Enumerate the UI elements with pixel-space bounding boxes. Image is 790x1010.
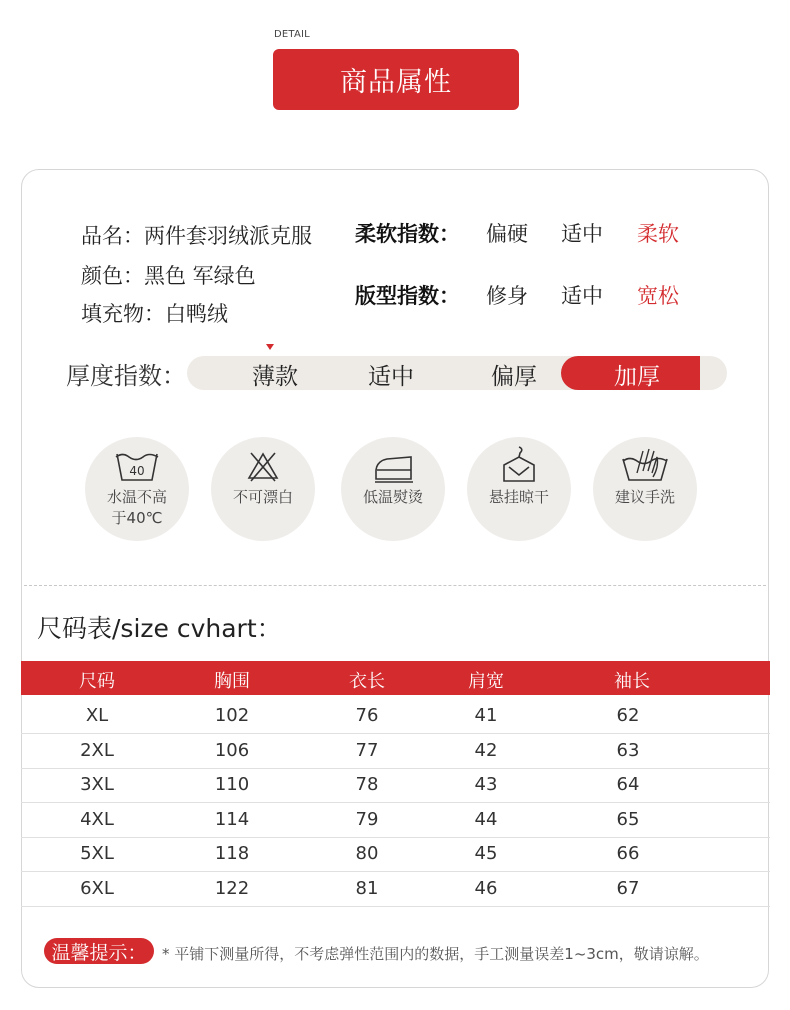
cell-length: 79: [355, 809, 379, 830]
fit-option-loose: 宽松: [637, 284, 679, 308]
product-color: 颜色：黑色 军绿色: [81, 264, 256, 288]
thickness-option-thin: 薄款: [252, 364, 298, 390]
care-label-hang: 悬挂晾干: [488, 488, 549, 506]
cell-sleeve: 64: [616, 774, 640, 795]
table-row: [21, 873, 770, 907]
care-label-handwash: 建议手洗: [614, 488, 675, 506]
cell-chest: 114: [214, 809, 250, 830]
page-title: 商品属性: [273, 49, 519, 110]
cell-shoulder: 43: [474, 774, 498, 795]
product-filling: 填充物：白鸭绒: [81, 302, 228, 326]
cell-chest: 118: [214, 843, 250, 864]
header-sleeve: 袖长: [614, 671, 650, 692]
table-row: [21, 804, 770, 838]
header-size: 尺码: [79, 671, 115, 692]
size-table-header: [21, 661, 770, 695]
cell-size: 6XL: [80, 878, 114, 899]
product-name: 品名：两件套羽绒派克服: [81, 224, 312, 248]
cell-length: 76: [355, 705, 379, 726]
cell-shoulder: 46: [474, 878, 498, 899]
table-row: [21, 769, 770, 803]
care-label-wash: 水温不高 于40℃: [106, 488, 167, 527]
cell-chest: 110: [214, 774, 250, 795]
cell-length: 80: [355, 843, 379, 864]
header-shoulder: 肩宽: [468, 671, 504, 692]
thickness-option-medium: 适中: [368, 364, 414, 390]
cell-sleeve: 67: [616, 878, 640, 899]
table-row: [21, 700, 770, 734]
softness-option-hard: 偏硬: [486, 222, 528, 246]
softness-option-soft: 柔软: [637, 222, 679, 246]
cell-sleeve: 63: [616, 740, 640, 761]
cell-size: 4XL: [80, 809, 114, 830]
fit-title: 版型指数：: [355, 284, 460, 308]
header-chest: 胸围: [214, 671, 250, 692]
cell-size: 3XL: [80, 774, 114, 795]
section-divider: [24, 585, 766, 586]
care-item-iron: [341, 437, 445, 541]
cell-size: XL: [85, 705, 109, 726]
cell-sleeve: 65: [616, 809, 640, 830]
fit-option-medium: 适中: [561, 284, 603, 308]
fit-option-slim: 修身: [486, 284, 528, 308]
cell-length: 77: [355, 740, 379, 761]
care-item-hang: [467, 437, 571, 541]
care-item-handwash: [593, 437, 697, 541]
size-table-title: 尺码表/size cvhart：: [37, 614, 282, 643]
cell-shoulder: 44: [474, 809, 498, 830]
cell-length: 78: [355, 774, 379, 795]
cell-chest: 102: [214, 705, 250, 726]
cell-shoulder: 45: [474, 843, 498, 864]
care-item-bleach: [211, 437, 315, 541]
pointer-icon: [266, 344, 274, 350]
tip-badge: 温馨提示：: [44, 938, 154, 964]
svg-text:40: 40: [129, 464, 145, 478]
cell-sleeve: 66: [616, 843, 640, 864]
care-item-wash: [85, 437, 189, 541]
cell-chest: 122: [214, 878, 250, 899]
tip-text: * 平铺下测量所得，不考虑弹性范围内的数据，手工测量误差1~3cm，敬请谅解。: [162, 945, 709, 963]
care-label-bleach: 不可漂白: [232, 488, 293, 506]
cell-size: 2XL: [80, 740, 114, 761]
cell-shoulder: 42: [474, 740, 498, 761]
thickness-option-thick: 偏厚: [491, 364, 537, 390]
cell-size: 5XL: [80, 843, 114, 864]
thickness-option-extra-thick: 加厚: [614, 364, 660, 390]
softness-title: 柔软指数：: [355, 222, 460, 246]
cell-chest: 106: [214, 740, 250, 761]
care-label-iron: 低温熨烫: [362, 488, 423, 506]
cell-length: 81: [355, 878, 379, 899]
table-row: [21, 735, 770, 769]
header-length: 衣长: [349, 671, 385, 692]
cell-sleeve: 62: [616, 705, 640, 726]
cell-shoulder: 41: [474, 705, 498, 726]
softness-option-medium: 适中: [561, 222, 603, 246]
table-row: [21, 838, 770, 872]
detail-label: DETAIL: [274, 29, 310, 40]
thickness-title: 厚度指数：: [66, 362, 186, 390]
